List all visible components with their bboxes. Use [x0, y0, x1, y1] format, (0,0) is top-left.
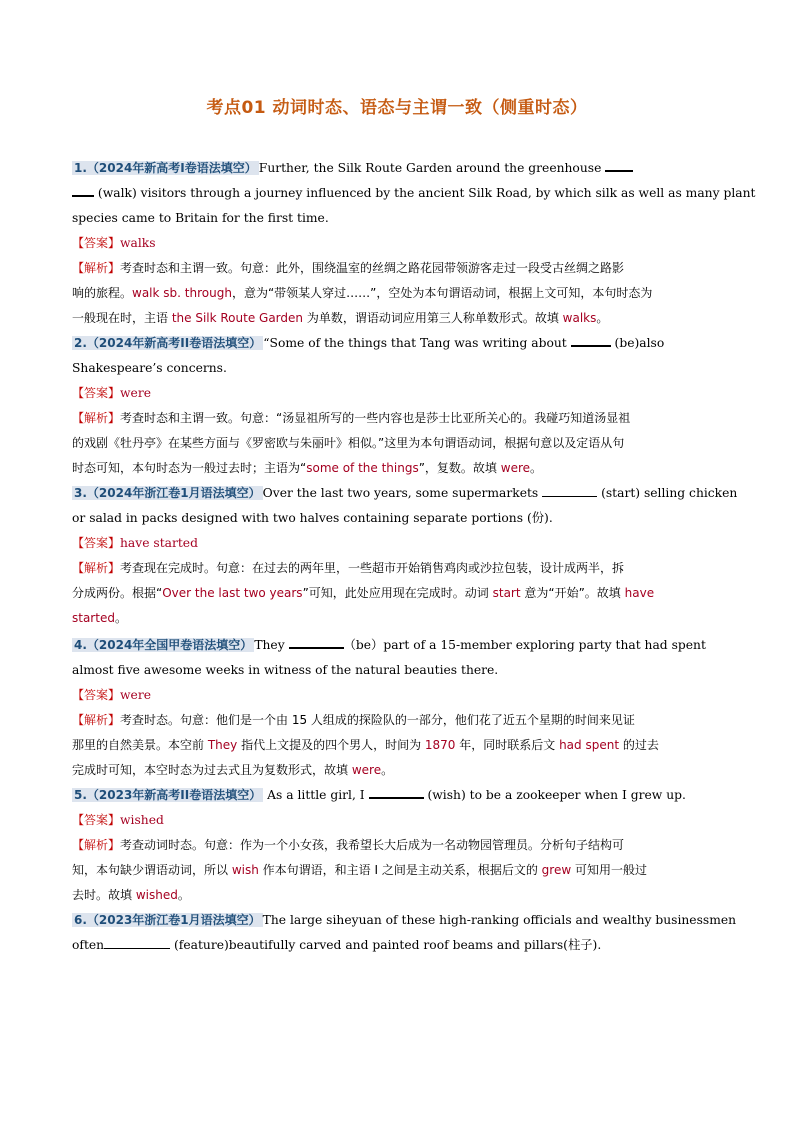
question-1-analysis-3c: 为单数，谓语动词应用第三人称单数形式。故填: [303, 311, 563, 325]
question-4-analysis-1: 考查时态。句意：他们是一个由 15 人组成的探险队的一部分，他们花了近五个星期的时间来见证: [120, 713, 635, 727]
question-4-analysis-2g: 的过去: [619, 738, 659, 752]
question-2-analysis-3c: ”，复数。故填: [418, 461, 501, 475]
question-5-analysis-2: 知，本句缺少谓语动词，所以: [72, 863, 232, 877]
question-3-analysis-1: 考查现在完成时。句意：在过去的两年里，一些超市开始销售鸡肉或沙拉包装，设计成两半，拆: [120, 561, 625, 575]
answer-blank-1b[interactable]: [72, 183, 94, 197]
answer-label: 【答案】: [72, 536, 121, 550]
question-4-source: 4.（2024年全国甲卷语法填空）: [74, 638, 253, 652]
question-2-analysis-answer: were: [500, 461, 531, 475]
question-list: [72, 156, 756, 958]
analysis-label: 【解析】: [72, 411, 121, 425]
question-4-answer: were: [120, 688, 151, 702]
question-2-text-1b: (be)also: [610, 336, 665, 350]
question-4-text-2: almost five awesome weeks in witness of the natural beauties there.: [72, 663, 499, 677]
question-2-analysis-1: 考查时态和主谓一致。句意：“汤显祖所写的一些内容也是莎士比亚所关心的。我碰巧知道汤显祖: [120, 411, 631, 425]
question-3-analysis-phrase: Over the last two years: [162, 586, 303, 600]
question-2-answer: were: [120, 386, 151, 400]
question-5-analysis-grew: grew: [541, 863, 572, 877]
answer-blank-2[interactable]: [571, 333, 611, 347]
question-2-source: 2.（2024年新高考II卷语法填空）: [74, 336, 262, 350]
question-1-analysis-end: 。: [596, 311, 609, 325]
question-6-text-2b: (feature)beautifully carved and painted roof beams and pillars(柱子).: [170, 938, 602, 952]
analysis-label: 【解析】: [72, 561, 121, 575]
question-6: [72, 908, 737, 958]
question-5-analysis-1: 考查动词时态。句意：作为一个小女孩，我希望长大后成为一名动物园管理员。分析句子结构可: [120, 838, 625, 852]
question-1-text-2: (walk) visitors through a journey influenced by the ancient Silk Road, by which silk as well as many plant: [97, 186, 756, 200]
question-5-source: 5.（2023年新高考II卷语法填空）: [74, 788, 262, 802]
answer-label: 【答案】: [72, 386, 121, 400]
question-3-analysis-answer-2: started: [72, 611, 115, 625]
question-1-text-1: Further, the Silk Route Garden around the greenhouse: [258, 161, 602, 175]
question-5-analysis-wish: wish: [231, 863, 259, 877]
question-4-analysis-2e: 年，同时联系后文: [455, 738, 560, 752]
question-2-text-1: “Some of the things that Tang was writing about: [263, 336, 571, 350]
question-3-analysis-2c: ”可知，此处应用现在完成时。动词: [302, 586, 493, 600]
question-5: [72, 783, 724, 908]
analysis-label: 【解析】: [72, 838, 121, 852]
question-3-text-1b: (start) selling chicken: [597, 486, 738, 500]
analysis-label: 【解析】: [72, 713, 121, 727]
question-4-analysis-they: They: [207, 738, 238, 752]
question-2-text-2: Shakespeare’s concerns.: [72, 361, 227, 375]
question-3-analysis-2: 分成两份。根据“: [72, 586, 163, 600]
question-5-analysis-2e: 可知用一般过: [571, 863, 647, 877]
answer-label: 【答案】: [72, 688, 121, 702]
question-5-analysis-3: 去时。故填: [72, 888, 136, 902]
question-1-analysis-3: 一般现在时，主语: [72, 311, 172, 325]
question-3: [72, 481, 738, 631]
analysis-label: 【解析】: [72, 261, 121, 275]
question-1: [72, 156, 756, 331]
question-4-text-1b: （be）part of a 15-member exploring party that had spent: [343, 638, 706, 652]
question-2-analysis-subject: some of the things: [306, 461, 419, 475]
question-6-source: 6.（2023年浙江卷1月语法填空）: [74, 913, 261, 927]
question-4-text-1: They: [254, 638, 289, 652]
question-4-analysis-2c: 指代上文提及的四个男人，时间为: [237, 738, 425, 752]
question-3-analysis-end: 。: [114, 611, 127, 625]
question-3-analysis-answer-1: have: [624, 586, 655, 600]
question-1-source: 1.（2024年新高考I卷语法填空）: [74, 161, 257, 175]
question-4-analysis-3: 完成时可知，本空时态为过去式且为复数形式，故填: [72, 763, 352, 777]
answer-blank-6[interactable]: [104, 936, 170, 949]
question-2-analysis-end: 。: [530, 461, 543, 475]
answer-blank-1a[interactable]: [605, 158, 633, 172]
question-3-source: 3.（2024年浙江卷1月语法填空）: [74, 486, 261, 500]
answer-blank-5[interactable]: [369, 785, 424, 799]
question-2-analysis-2: 的戏剧《牡丹亭》在某些方面与《罗密欧与朱丽叶》相似。”这里为本句谓语动词，根据句意以及定语从句: [72, 436, 625, 450]
question-1-analysis-2c: ，意为“带领某人穿过……”，空处为本句谓语动词，根据上文可知，本句时态为: [231, 286, 653, 300]
question-4-analysis-end: 。: [381, 763, 394, 777]
page-title: 考点01 动词时态、语态与主谓一致（侧重时态）: [206, 98, 588, 118]
question-5-text-1b: (wish) to be a zookeeper when I grew up.: [423, 788, 686, 802]
question-3-text-1: Over the last two years, some supermarkets: [262, 486, 543, 500]
question-5-answer: wished: [120, 813, 164, 827]
question-4-analysis-had-spent: had spent: [559, 738, 620, 752]
question-1-analysis-phrase: walk sb. through: [132, 286, 232, 300]
question-3-analysis-verb: start: [492, 586, 521, 600]
question-2: [72, 331, 724, 481]
question-4-analysis-answer: were: [351, 763, 382, 777]
answer-blank-4[interactable]: [289, 635, 344, 649]
question-1-analysis-2: 响的旅程。: [72, 286, 133, 300]
question-4: [72, 633, 724, 783]
question-3-answer: have started: [120, 536, 198, 550]
question-5-text-1: As a little girl, I: [263, 788, 369, 802]
question-1-analysis-answer: walks: [562, 311, 597, 325]
question-1-answer: walks: [120, 236, 156, 250]
question-1-text-3: species came to Britain for the first time.: [72, 211, 329, 225]
question-4-analysis-year: 1870: [424, 738, 456, 752]
question-4-analysis-2: 那里的自然美景。本空前: [72, 738, 208, 752]
question-2-analysis-3: 时态可知，本句时态为一般过去时；主语为“: [72, 461, 307, 475]
question-3-text-2: or salad in packs designed with two halves containing separate portions (份).: [72, 511, 553, 525]
answer-label: 【答案】: [72, 236, 121, 250]
question-5-analysis-answer: wished: [135, 888, 178, 902]
question-6-text-2: often: [72, 938, 105, 952]
answer-label: 【答案】: [72, 813, 121, 827]
question-5-analysis-end: 。: [177, 888, 190, 902]
answer-blank-3[interactable]: [542, 484, 597, 497]
question-5-analysis-2c: 作本句谓语，和主语 I 之间是主动关系，根据后文的: [258, 863, 542, 877]
question-1-analysis-1: 考查时态和主谓一致。句意：此外，围绕温室的丝绸之路花园带领游客走过一段受古丝绸之路影: [120, 261, 625, 275]
question-1-analysis-subject: the Silk Route Garden: [171, 311, 304, 325]
question-3-analysis-2e: 意为“开始”。故填: [520, 586, 625, 600]
question-6-text-1: The large siheyuan of these high-ranking officials and wealthy businessmen: [262, 913, 737, 927]
